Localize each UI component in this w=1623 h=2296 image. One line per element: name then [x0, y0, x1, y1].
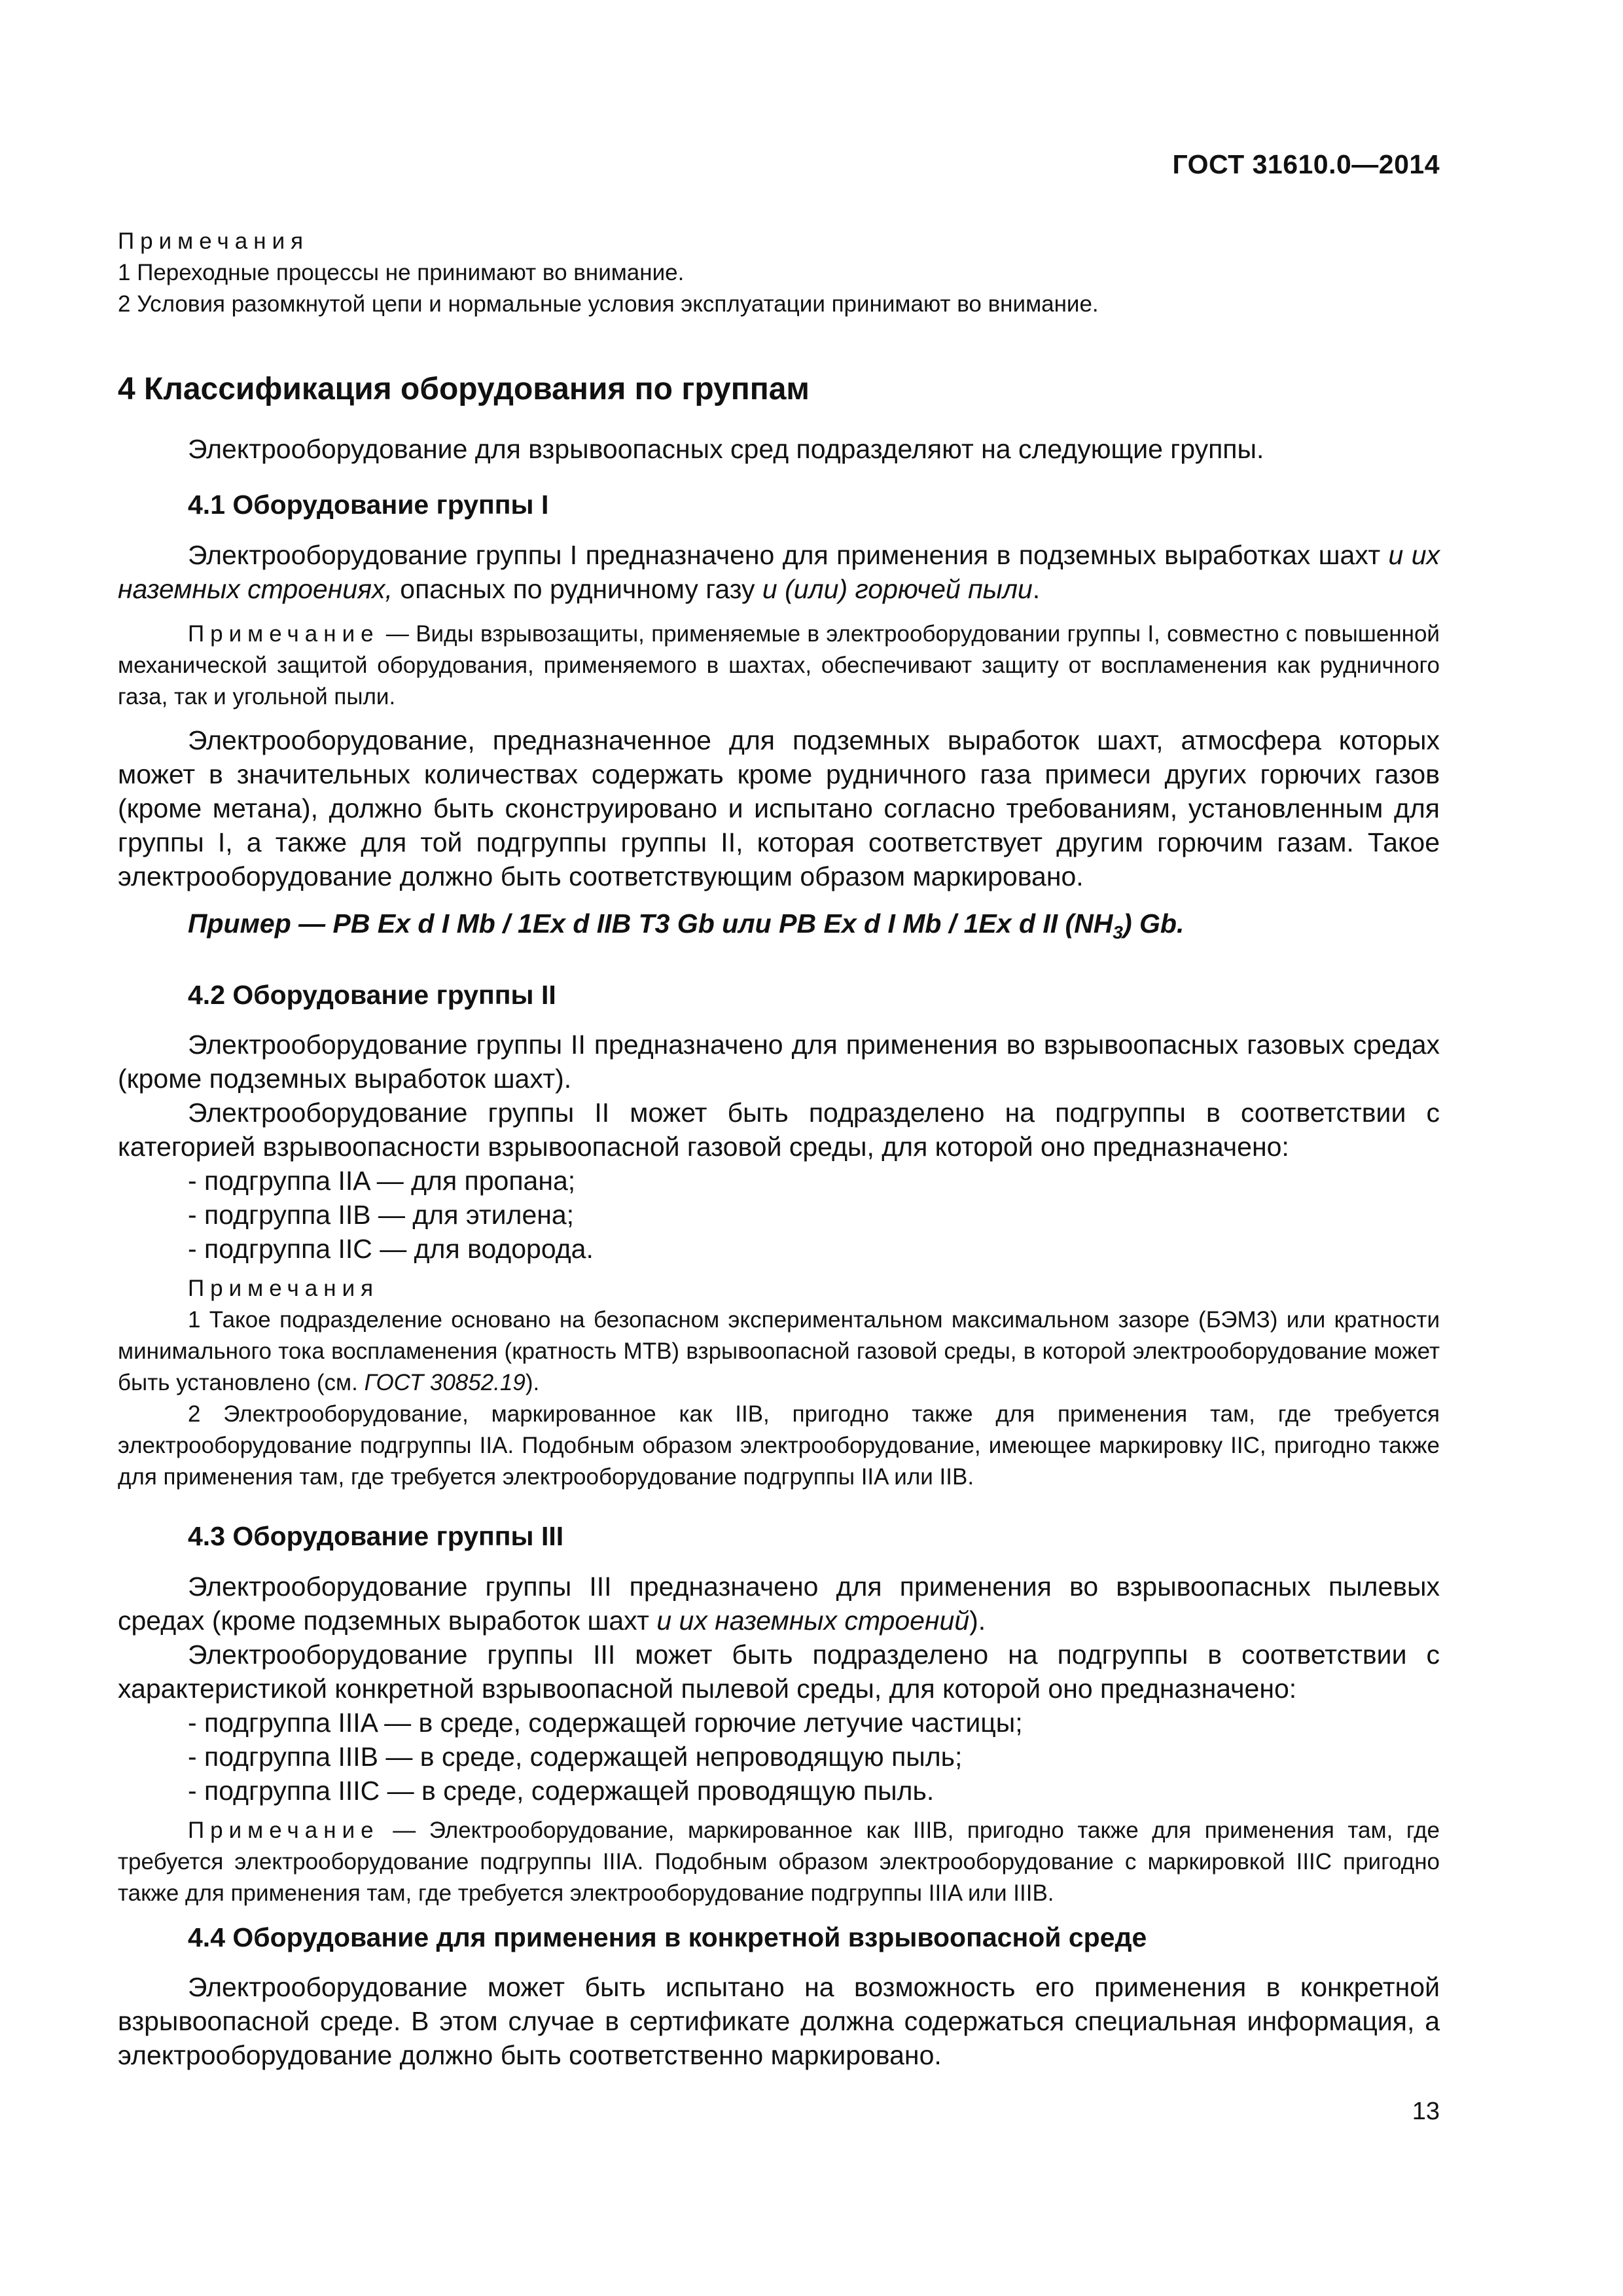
- s41-example-subscript: 3: [1113, 922, 1123, 943]
- s42-note-2: 2 Электрооборудование, маркированное как IIB, пригодно также для применения там, где требуется электрооборудование подгруппы IIA. Подобным образом электрооборудование, имеющее маркировку IIC, пригодно также для применения там, где требуется электрооборудование подгруппы IIA или IIB.: [118, 1401, 1440, 1490]
- notes-top-title: Примечания: [118, 228, 310, 254]
- s41-p1-text: Электрооборудование группы I предназначено для применения в подземных выработках шахт: [188, 540, 1389, 570]
- section-4-2-list: [118, 1164, 1510, 1266]
- s42-note-1: [118, 1304, 1440, 1399]
- s43-note-text: — Электрооборудование, маркированное как IIIB, пригодно также для применения там, где требуется электрооборудование подгруппы IIIA. Подобным образом электрооборудование с маркировкой IIIC пригодно также для применения там, где требуется электрооборудование подгруппы IIIA или IIIB.: [118, 1818, 1440, 1906]
- s41-p1-mid: опасных по рудничному газу: [392, 574, 762, 604]
- section-4-1-paragraph-2: Электрооборудование, предназначенное для подземных выработок шахт, атмосфера которых может в значительных количествах содержать кроме рудничного газа примеси других горючих газов (кроме метана), должно быть сконструировано и испытано согласно требованиям, установленным для группы I, а также для той подгруппы группы II, которая соответствует другим горючим газам. Такое электрооборудование должно быть соответствующим образом маркировано.: [118, 725, 1440, 891]
- section-4-3-note: [118, 1815, 1440, 1909]
- s42-note1-text: 1 Такое подразделение основано на безопасном экспериментальном максимальном зазоре (БЭМЗ) или кратности минимального тока воспламенения (кратность МТВ) взрывоопасной газовой среды, в которой электрооборудование может быть установлено (см.: [118, 1307, 1440, 1395]
- section-4-intro: Электрооборудование для взрывоопасных сред подразделяют на следующие группы.: [188, 434, 1264, 464]
- s41-example-end: ) Gb.: [1123, 908, 1185, 939]
- notes-top: [118, 226, 1440, 320]
- section-4-4-heading: 4.4 Оборудование для применения в конкретной взрывоопасной среде: [188, 1922, 1147, 1952]
- section-4-3-paragraph-1: [118, 1570, 1440, 1638]
- document-header: ГОСТ 31610.0—2014: [1172, 149, 1440, 179]
- s42-notes-title: Примечания: [188, 1276, 380, 1301]
- document-page: [118, 0, 1440, 2296]
- section-4-3-paragraph-2: Электрооборудование группы III может быть подразделено на подгруппы в соответствии с характеристикой конкретной взрывоопасной пылевой среды, для которой оно предназначено:: [118, 1640, 1440, 1704]
- s42-note1-end: ).: [525, 1370, 540, 1395]
- section-4-1-example: [118, 906, 1440, 950]
- notes-top-item-2: 2 Условия разомкнутой цепи и нормальные условия эксплуатации принимают во внимание.: [118, 291, 1099, 317]
- s43-p1-end: ).: [969, 1605, 986, 1636]
- notes-top-item-1: 1 Переходные процессы не принимают во внимание.: [118, 260, 685, 285]
- s41-p1-italic2: и (или) горючей пыли: [762, 574, 1033, 604]
- s41-note-label: Примечание: [188, 621, 380, 647]
- list-item: - подгруппа IIB — для этилена;: [188, 1200, 575, 1230]
- list-item: - подгруппа IIIB — в среде, содержащей непроводящую пыль;: [188, 1742, 963, 1772]
- section-4-2-notes: [118, 1273, 1440, 1493]
- section-4-2-paragraph-2: Электрооборудование группы II может быть подразделено на подгруппы в соответствии с категорией взрывоопасности взрывоопасной газовой среды, для которой оно предназначено:: [118, 1098, 1440, 1162]
- s43-p1-italic: и их наземных строений: [656, 1605, 970, 1636]
- section-4-2-heading: 4.2 Оборудование группы II: [188, 980, 556, 1010]
- section-4-2-paragraph-1: Электрооборудование группы II предназначено для применения во взрывоопасных газовых средах (кроме подземных выработок шахт).: [118, 1030, 1440, 1094]
- section-4-1-note: [118, 619, 1440, 713]
- section-4-1-paragraph-1: [118, 538, 1440, 606]
- list-item: - подгруппа IIC — для водорода.: [188, 1234, 594, 1264]
- s42-note1-ref: ГОСТ 30852.19: [364, 1370, 526, 1395]
- list-item: - подгруппа IIIA — в среде, содержащей горючие летучие частицы;: [188, 1708, 1023, 1738]
- s43-note-label: Примечание: [188, 1818, 380, 1843]
- s41-p1-end: .: [1032, 574, 1041, 604]
- s41-note-text: — Виды взрывозащиты, применяемые в электрооборудовании группы I, совместно с повышенной механической защитой оборудования, применяемого в шахтах, обеспечивают защиту от воспламенения как рудничного газа, так и угольной пыли.: [118, 621, 1440, 709]
- list-item: - подгруппа IIA — для пропана;: [188, 1166, 576, 1196]
- section-4-heading: 4 Классификация оборудования по группам: [118, 372, 810, 406]
- list-item: - подгруппа IIIC — в среде, содержащей проводящую пыль.: [188, 1776, 935, 1806]
- section-4-3-heading: 4.3 Оборудование группы III: [188, 1521, 564, 1551]
- s41-example-main: Пример — PB Ex d I Mb / 1Ex d IIB T3 Gb или PB Ex d I Mb / 1Ex d II (NH: [188, 908, 1113, 939]
- section-4-4-paragraph-1: Электрооборудование может быть испытано на возможность его применения в конкретной взрывоопасной среде. В этом случае в сертификате должна содержаться специальная информация, а электрооборудование должно быть соответственно маркировано.: [118, 1972, 1440, 2070]
- s43-p1-text: Электрооборудование группы III предназначено для применения во взрывоопасных пылевых средах (кроме подземных выработок шахт: [118, 1571, 1440, 1636]
- section-4-1-heading: 4.1 Оборудование группы I: [188, 490, 549, 520]
- section-4-3-list: [118, 1706, 1510, 1808]
- s41-p1-italic: и их наземных строениях,: [118, 540, 1440, 604]
- page-number: 13: [1412, 2098, 1440, 2125]
